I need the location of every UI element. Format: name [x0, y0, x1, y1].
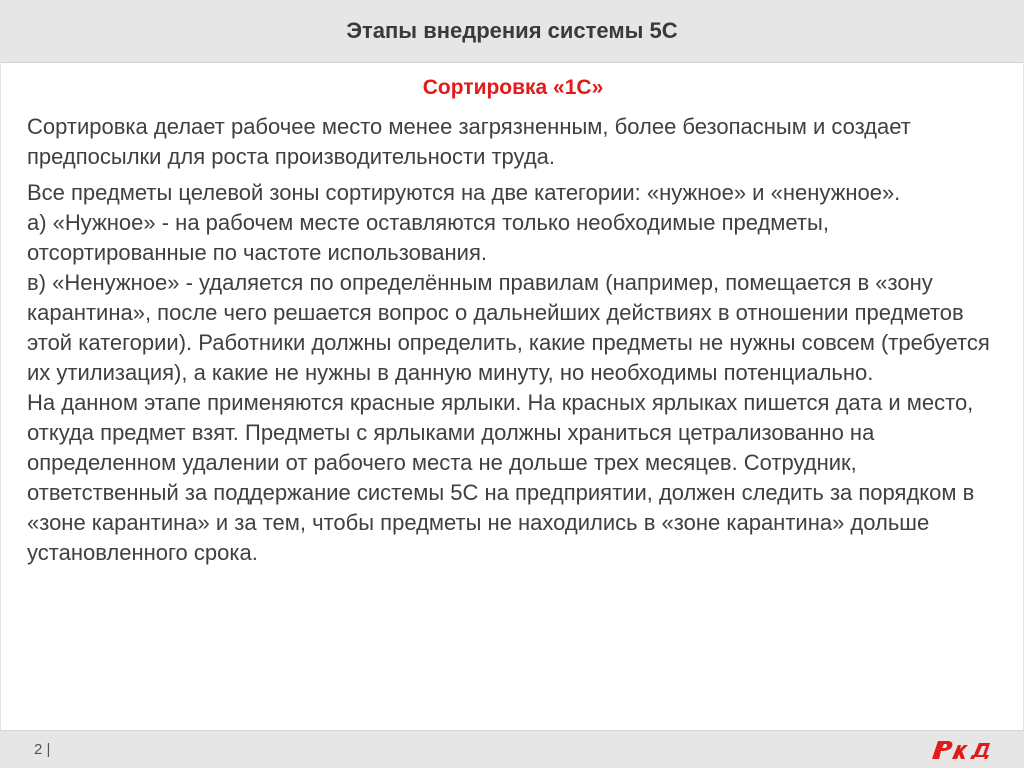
slide-header: [0, 0, 1024, 63]
rzd-logo-icon: [928, 737, 998, 763]
slide-footer: [0, 730, 1024, 768]
section-subtitle: Сортировка «1С»: [422, 76, 604, 99]
paragraph-needed: а) «Нужное» - на рабочем месте оставляются только необходимые предметы, отсортированные по частоте использования.: [27, 210, 829, 265]
slide-content: [0, 62, 1024, 730]
paragraph-intro: Сортировка делает рабочее место менее загрязненным, более безопасным и создает предпосылки для роста производительности труда.: [27, 114, 911, 169]
paragraph-unneeded: в) «Ненужное» - удаляется по определённым правилам (например, помещается в «зону карантина», после чего решается вопрос о дальнейших действиях в отношении предметов этой категории). Работники должны определить, какие предметы не нужны совсем (требуется их утилизация), а какие не нужны в данную минуту, но необходимы потенциально.: [27, 270, 990, 385]
slide-title: Этапы внедрения системы 5С: [346, 18, 678, 43]
paragraph-red-tags: На данном этапе применяются красные ярлыки. На красных ярлыках пишется дата и место, откуда предмет взят. Предметы с ярлыками должны храниться цетрализованно на определенном удалении от рабочего места не дольше трех месяцев. Сотрудник, ответственный за поддержание системы 5С на предприятии, должен следить за порядком в «зоне карантина» и за тем, чтобы предметы не находились в «зоне карантина» дольше установленного срока.: [27, 390, 975, 565]
body-text: [27, 112, 1007, 568]
page-number: 2 |: [34, 741, 51, 758]
paragraph-categories: Все предметы целевой зоны сортируются на две категории: «нужное» и «ненужное».: [27, 180, 901, 205]
